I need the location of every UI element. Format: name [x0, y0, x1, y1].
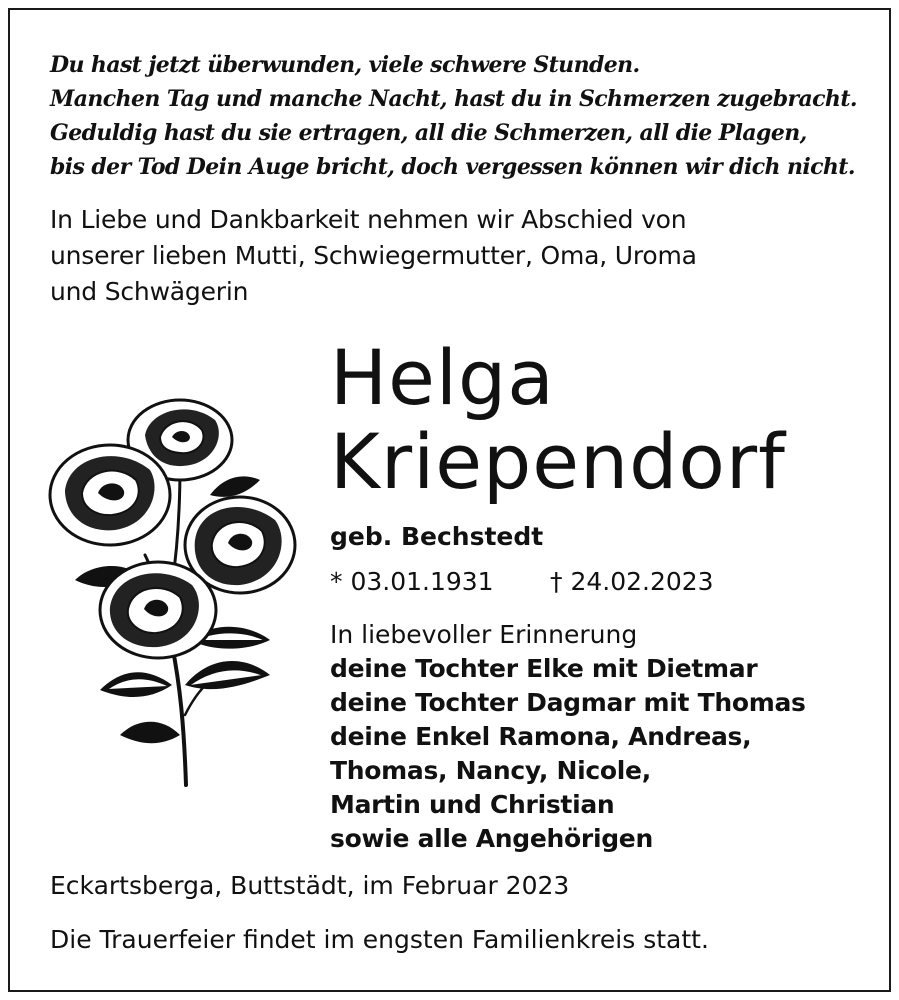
intro-text	[50, 202, 850, 310]
born-name: geb. Bechstedt	[330, 522, 544, 551]
mourner-line: sowie alle Angehörigen	[330, 824, 653, 853]
mourner-line: Martin und Christian	[330, 790, 615, 819]
place-date: Eckartsberga, Buttstädt, im Februar 2023	[50, 871, 570, 900]
roses-illustration-icon	[40, 385, 300, 795]
first-name: Helga	[330, 333, 555, 422]
mourners	[330, 618, 870, 856]
mourner-line: deine Tochter Dagmar mit Thomas	[330, 688, 806, 717]
mourner-line: deine Tochter Elke mit Dietmar	[330, 654, 758, 683]
life-dates	[330, 564, 790, 600]
birth-date: * 03.01.1931	[330, 567, 494, 596]
poem-line: Du hast jetzt überwunden, viele schwere Stunden.	[50, 52, 640, 78]
mourners-lead: In liebevoller Erinnerung	[330, 620, 638, 649]
poem-line: bis der Tod Dein Auge bricht, doch vergessen können wir dich nicht.	[50, 154, 855, 180]
poem-line: Manchen Tag und manche Nacht, hast du in Schmerzen zugebracht.	[50, 86, 857, 112]
mourner-line: deine Enkel Ramona, Andreas,	[330, 722, 752, 751]
poem	[50, 48, 870, 184]
intro-line: unserer lieben Mutti, Schwiegermutter, Oma, Uroma	[50, 241, 697, 270]
intro-line: In Liebe und Dankbarkeit nehmen wir Abschied von	[50, 205, 687, 234]
poem-line: Geduldig hast du sie ertragen, all die Schmerzen, all die Plagen,	[50, 120, 807, 146]
deceased-name	[330, 333, 786, 506]
death-date: † 24.02.2023	[550, 567, 714, 596]
last-name: Kriependorf	[330, 417, 786, 506]
funeral-service-note: Die Trauerfeier findet im engsten Familienkreis statt.	[50, 925, 709, 954]
intro-line: und Schwägerin	[50, 277, 249, 306]
mourner-line: Thomas, Nancy, Nicole,	[330, 756, 651, 785]
